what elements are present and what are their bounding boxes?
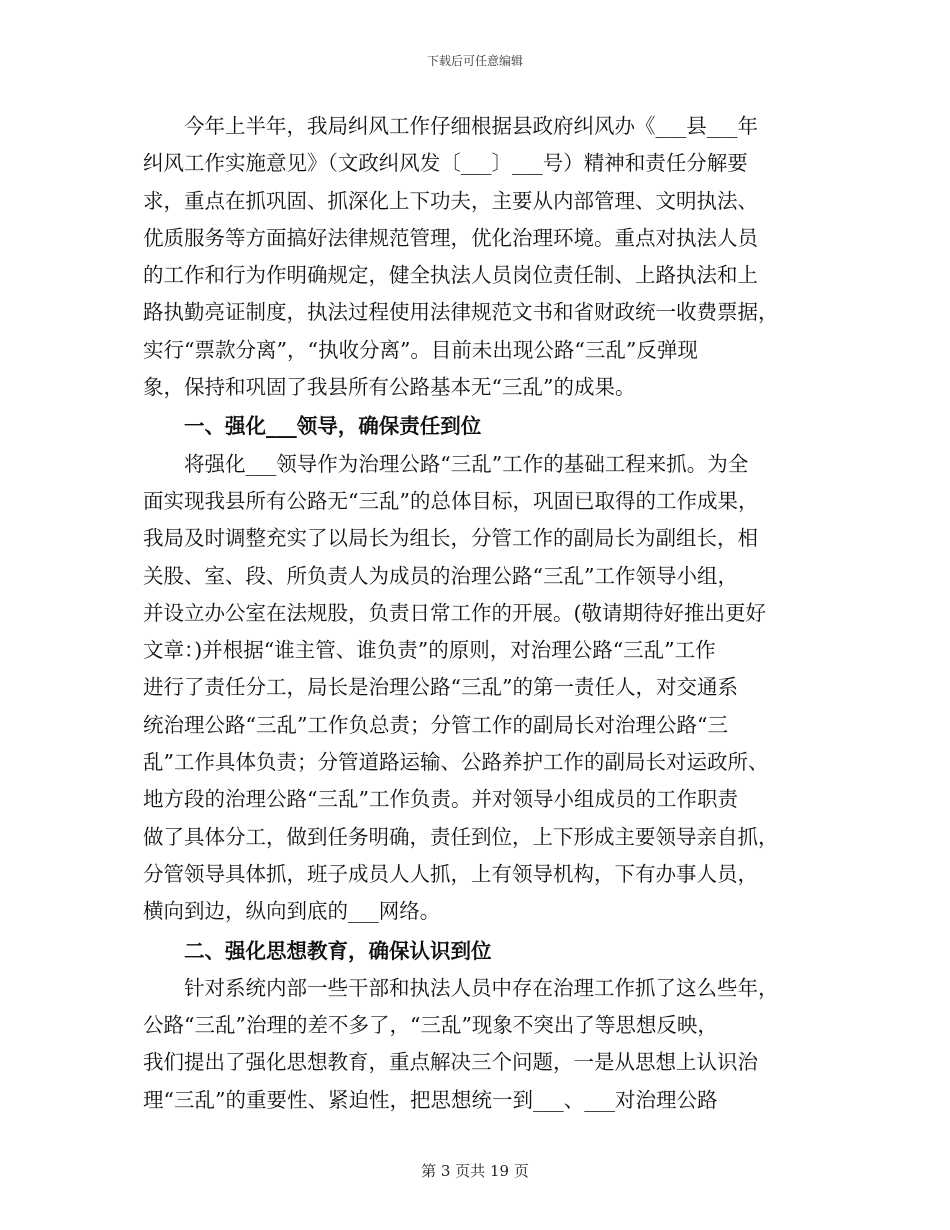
paragraph-line: 我局及时调整充实了以局长为组长，分管工作的副局长为副组长，相 (143, 526, 758, 551)
paragraph-line: 的工作和行为作明确规定，健全执法人员岗位责任制、上路执法和上 (143, 263, 758, 288)
paragraph-line: 乱”工作具体负责；分管道路运输、公路养护工作的副局长对运政所、 (143, 750, 769, 775)
paragraph-line: 象，保持和巩固了我县所有公路基本无“三乱”的成果。 (143, 375, 636, 400)
page-footer: 第 3 页共 19 页 (421, 1162, 529, 1180)
paragraph-line: 理“三乱”的重要性、紧迫性，把思想统一到___、___对治理公路 (143, 1087, 718, 1112)
section-heading: 二、强化思想教育，确保认识到位 (184, 938, 492, 963)
document-body (143, 108, 808, 1119)
paragraph-line: 分管领导具体抓，班子成员人人抓，上有领导机构，下有办事人员， (143, 861, 758, 886)
paragraph-line: 关股、室、段、所负责人为成员的治理公路“三乱”工作领导小组， (143, 563, 738, 588)
paragraph-line: 面实现我县所有公路无“三乱”的总体目标，巩固已取得的工作成果， (143, 488, 759, 513)
paragraph-line: 统治理公路“三乱”工作负总责；分管工作的副局长对治理公路“三 (143, 712, 728, 737)
paragraph-line: 地方段的治理公路“三乱”工作负责。并对领导小组成员的工作职责 (143, 787, 738, 812)
paragraph-line: 将强化___领导作为治理公路“三乱”工作的基础工程来抓。为全 (184, 451, 749, 476)
paragraph-line: 求，重点在抓巩固、抓深化上下功夫，主要从内部管理、文明执法、 (143, 188, 758, 213)
paragraph-line: 纠风工作实施意见》（文政纠风发〔___〕___号）精神和责任分解要 (143, 151, 748, 176)
paragraph-line: 横向到边，纵向到底的___网络。 (143, 899, 441, 924)
paragraph-line: 进行了责任分工，局长是治理公路“三乱”的第一责任人，对交通系 (143, 675, 738, 700)
paragraph-line: 实行“票款分离”，“执收分离”。目前未出现公路“三乱”反弹现 (143, 337, 698, 362)
paragraph-line: 做了具体分工，做到任务明确，责任到位，上下形成主要领导亲自抓， (143, 824, 779, 849)
paragraph-line: 公路“三乱”治理的差不多了，“三乱”现象不突出了等思想反映， (143, 1013, 718, 1038)
paragraph-line: 优质服务等方面搞好法律规范管理，优化治理环境。重点对执法人员 (143, 225, 758, 250)
paragraph-line: 针对系统内部一些干部和执法人员中存在治理工作抓了这么些年， (184, 975, 779, 1000)
paragraph-line: 我们提出了强化思想教育，重点解决三个问题，一是从思想上认识治 (143, 1050, 758, 1075)
paragraph-line: 路执勤亮证制度，执法过程使用法律规范文书和省财政统一收费票据， (143, 300, 779, 325)
paragraph-line: 并设立办公室在法规股，负责日常工作的开展。(敬请期待好推出更好 (143, 600, 766, 625)
paragraph-line: 文章：)并根据“谁主管、谁负责”的原则，对治理公路“三乱”工作 (143, 638, 716, 663)
paragraph-line: 今年上半年，我局纠风工作仔细根据县政府纠风办《___县___年 (184, 114, 758, 138)
page-header: 下载后可任意编辑 (426, 54, 523, 68)
section-heading: 一、强化___领导，确保责任到位 (184, 414, 482, 439)
